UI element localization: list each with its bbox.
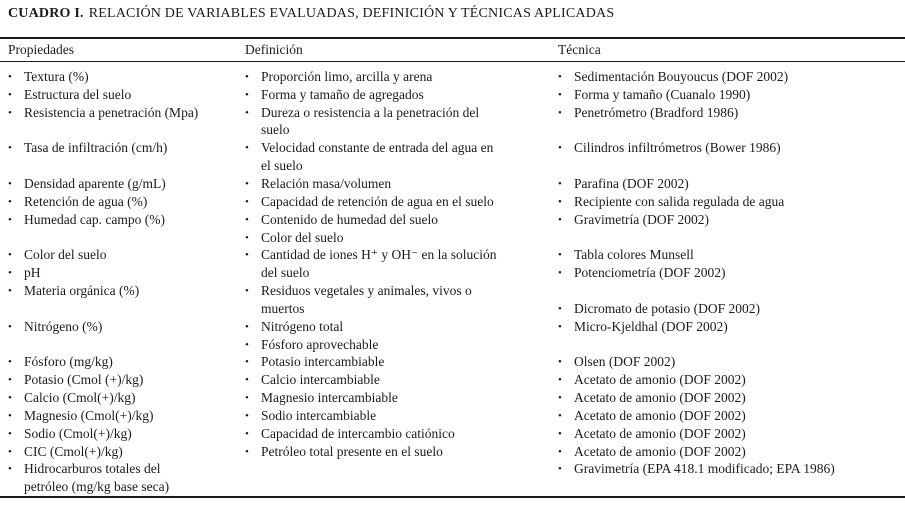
table-line-tecnica [558,193,905,211]
bullet-icon: • [558,249,562,262]
bullet-icon: • [558,445,562,458]
bullet-icon: • [8,106,12,119]
table-line-definicion [245,86,555,104]
table-line-text: Gravimetría (EPA 418.1 modificado; EPA 1986) [574,461,835,477]
bullet-icon: • [8,356,12,369]
bullet-icon: • [8,285,12,298]
bullet-spacer [558,166,574,167]
table-line-text: Micro-Kjeldhal (DOF 2002) [574,318,728,334]
column-header-propiedades: Propiedades [8,42,74,57]
table-line-blank [8,157,242,175]
bullet-icon: • [245,427,249,440]
table-line-definicion [245,336,555,354]
bullet-icon: • [8,213,12,226]
table-line-tecnica [558,318,905,336]
table-line-propiedades [8,68,242,86]
bullet-icon: • [245,231,249,244]
table-line-text: Estructura del suelo [24,86,132,102]
table-line-definicion [245,193,555,211]
table-line-propiedades [8,193,242,211]
bullet-icon: • [8,177,12,190]
table-line-text: Forma y tamaño de agregados [261,86,424,102]
table-line-text: Capacidad de intercambio catiónico [261,425,455,441]
table-line-text: Potasio intercambiable [261,354,385,370]
table-header-row [0,42,905,61]
table-line-text: Proporción limo, arcilla y arena [261,68,433,84]
table-line-text: Humedad cap. campo (%) [24,211,165,227]
bullet-icon: • [245,445,249,458]
table-line-definicion [245,407,555,425]
table-line-text: del suelo [261,265,310,281]
table-line-text: petróleo (mg/kg base seca) [24,479,170,495]
table-line-text: CIC (Cmol(+)/kg) [24,443,123,459]
table-line-text: Materia orgánica (%) [24,283,140,299]
table-line-propiedades [8,443,242,461]
bullet-icon: • [245,195,249,208]
table-line-definicion [245,425,555,443]
table-line-blank [8,122,242,140]
table-line-tecnica [558,86,905,104]
table-line-text: Dicromato de potasio (DOF 2002) [574,300,760,316]
bullet-icon: • [558,392,562,405]
column-definicion [245,68,555,496]
table-line-definicion [245,157,555,175]
table-line-text: Nitrógeno total [261,318,344,334]
table-body [0,68,905,496]
table-line-definicion [245,246,555,264]
bullet-spacer [8,166,24,167]
table-line-blank [8,229,242,247]
table-caption-text: RELACIÓN DE VARIABLES EVALUADAS, DEFINICIÓN Y TÉCNICAS APLICADAS [88,6,615,21]
table-line-text: Sodio intercambiable [261,407,377,423]
table-line-propiedades [8,211,242,229]
table-line-tecnica [558,246,905,264]
table-line-blank [558,478,905,496]
bullet-icon: • [245,177,249,190]
bullet-icon: • [558,213,562,226]
table-line-text: Penetrómetro (Bradford 1986) [574,104,739,120]
table-line-text: Acetato de amonio (DOF 2002) [574,372,746,388]
table-line-propiedades [8,104,242,122]
column-header-definicion: Definición [245,42,303,57]
table-line-blank [8,336,242,354]
table-line-text: Sodio (Cmol(+)/kg) [24,425,132,441]
table-line-text: Magnesio intercambiable [261,390,398,406]
table-line-propiedades [8,407,242,425]
table-line-propiedades [8,282,242,300]
table-line-tecnica [558,389,905,407]
bullet-icon: • [8,195,12,208]
bullet-icon: • [8,374,12,387]
table-line-text: Tabla colores Munsell [574,247,694,263]
table-line-propiedades [8,318,242,336]
table-line-propiedades [8,246,242,264]
bullet-icon: • [558,195,562,208]
bullet-icon: • [8,445,12,458]
table-line-propiedades [8,175,242,193]
table-line-blank [558,122,905,140]
table-line-definicion [245,68,555,86]
bullet-icon: • [245,285,249,298]
bullet-icon: • [558,88,562,101]
table-line-propiedades [8,461,242,479]
bullet-icon: • [8,70,12,83]
table-line-text: Cilindros infiltrómetros (Bower 1986) [574,140,781,156]
table-line-blank [558,157,905,175]
table-line-text: Recipiente con salida regulada de agua [574,193,785,209]
table-line-text: Magnesio (Cmol(+)/kg) [24,407,154,423]
bullet-icon: • [558,320,562,333]
bullet-icon: • [8,320,12,333]
table-line-text: Forma y tamaño (Cuanalo 1990) [574,86,751,102]
table-line-text: Nitrógeno (%) [24,318,103,334]
table-line-propiedades [8,86,242,104]
table-line-tecnica [558,68,905,86]
table-caption-number: CUADRO I. [8,6,84,21]
table-line-blank [245,478,555,496]
table-line-propiedades [8,264,242,282]
table-line-tecnica [558,211,905,229]
table-line-text: Textura (%) [24,68,89,84]
table-line-blank [558,336,905,354]
column-propiedades [8,68,242,496]
header-divider-rule [0,61,905,62]
bullet-icon: • [558,374,562,387]
table-line-text: Retención de agua (%) [24,193,148,209]
bullet-icon: • [8,267,12,280]
bullet-icon: • [245,409,249,422]
bullet-spacer [8,487,24,488]
table-line-text: Relación masa/volumen [261,175,392,191]
table-line-definicion [245,122,555,140]
bullet-icon: • [558,106,562,119]
bullet-spacer [8,130,24,131]
bullet-icon: • [8,88,12,101]
table-line-text: Color del suelo [261,229,344,245]
bullet-icon: • [558,409,562,422]
table-line-tecnica [558,175,905,193]
table-line-tecnica [558,354,905,372]
bullet-icon: • [558,70,562,83]
table-line-text: Velocidad constante de entrada del agua en [261,140,494,156]
table-line-tecnica [558,264,905,282]
bullet-spacer [558,487,574,488]
table-line-text: Olsen (DOF 2002) [574,354,676,370]
bullet-icon: • [245,142,249,155]
bullet-icon: • [8,409,12,422]
table-line-text: Acetato de amonio (DOF 2002) [574,425,746,441]
table-line-definicion [245,300,555,318]
table-line-text: Calcio (Cmol(+)/kg) [24,390,136,406]
bullet-spacer [8,308,24,309]
bullet-icon: • [558,463,562,476]
bullet-icon: • [245,88,249,101]
table-line-definicion [245,389,555,407]
table-line-definicion [245,175,555,193]
bullet-icon: • [245,374,249,387]
table-line-text: Potasio (Cmol (+)/kg) [24,372,144,388]
bullet-icon: • [245,338,249,351]
table-line-tecnica [558,104,905,122]
bullet-icon: • [245,249,249,262]
bullet-spacer [558,237,574,238]
table-line-text: Petróleo total presente en el suelo [261,443,443,459]
table-line-text: pH [24,265,41,281]
table-line-tecnica [558,300,905,318]
bullet-icon: • [245,320,249,333]
bullet-icon: • [558,427,562,440]
table-line-text: Dureza o resistencia a la penetración del [261,104,480,120]
table-line-text: Potenciometría (DOF 2002) [574,265,726,281]
bullet-spacer [245,273,261,274]
table-line-blank [558,282,905,300]
table-line-tecnica [558,425,905,443]
bullet-spacer [8,344,24,345]
table-line-definicion [245,104,555,122]
table-line-propiedades [8,139,242,157]
table-line-text: Fósforo (mg/kg) [24,354,113,370]
table-line-blank [245,461,555,479]
table-line-propiedades [8,371,242,389]
bullet-icon: • [8,249,12,262]
table-line-definicion [245,229,555,247]
bullet-icon: • [558,356,562,369]
table-line-text: Tasa de infiltración (cm/h) [24,140,168,156]
table-line-text: Residuos vegetales y animales, vivos o [261,283,472,299]
bullet-icon: • [245,213,249,226]
table-line-blank [8,300,242,318]
bullet-icon: • [558,267,562,280]
bullet-spacer [245,130,261,131]
table-line-text: Color del suelo [24,247,107,263]
bullet-icon: • [558,177,562,190]
table-line-text: suelo [261,122,290,138]
table-line-definicion [245,282,555,300]
bullet-spacer [558,291,574,292]
table-line-definicion [245,264,555,282]
table-line-text: Acetato de amonio (DOF 2002) [574,390,746,406]
table-line-definicion [245,318,555,336]
table-line-text: Densidad aparente (g/mL) [24,175,166,191]
bullet-icon: • [558,302,562,315]
table-line-definicion [245,354,555,372]
table-line-text: Gravimetría (DOF 2002) [574,211,709,227]
table-line-text: Capacidad de retención de agua en el suelo [261,193,494,209]
table-line-text: Calcio intercambiable [261,372,380,388]
table-line-text: Sedimentación Bouyoucus (DOF 2002) [574,68,789,84]
table-line-definicion [245,371,555,389]
bullet-icon: • [245,106,249,119]
bullet-icon: • [245,392,249,405]
table-line-text: Acetato de amonio (DOF 2002) [574,407,746,423]
table-line-text: Contenido de humedad del suelo [261,211,438,227]
table-line-definicion [245,443,555,461]
bottom-rule [0,496,905,498]
table-line-tecnica [558,461,905,479]
table-line-propiedades [8,425,242,443]
table-line-propiedades [8,354,242,372]
table-line-text: Cantidad de iones H⁺ y OH⁻ en la solución [261,247,497,263]
bullet-icon: • [245,356,249,369]
bullet-spacer [245,469,261,470]
table-line-text: muertos [261,300,305,316]
table-caption [8,6,614,22]
table-line-text: Acetato de amonio (DOF 2002) [574,443,746,459]
bullet-spacer [245,166,261,167]
table-line-tecnica [558,407,905,425]
table-line-tecnica [558,443,905,461]
bullet-spacer [558,130,574,131]
table-line-tecnica [558,139,905,157]
table-line-tecnica [558,371,905,389]
table-line-text: Hidrocarburos totales del [24,461,161,477]
table-line-propiedades [8,478,242,496]
top-rule [0,37,905,39]
bullet-icon: • [8,463,12,476]
column-tecnica [558,68,905,496]
table-line-text: Resistencia a penetración (Mpa) [24,104,199,120]
bullet-icon: • [8,142,12,155]
table-line-propiedades [8,389,242,407]
bullet-icon: • [8,392,12,405]
table-line-text: Parafina (DOF 2002) [574,175,689,191]
table-line-definicion [245,211,555,229]
bullet-icon: • [558,142,562,155]
table-line-text: Fósforo aprovechable [261,336,379,352]
table-line-blank [558,229,905,247]
table-line-text: el suelo [261,158,303,174]
bullet-spacer [245,308,261,309]
bullet-icon: • [8,427,12,440]
table-line-definicion [245,139,555,157]
bullet-icon: • [245,70,249,83]
bullet-spacer [8,237,24,238]
bullet-spacer [245,487,261,488]
column-header-tecnica: Técnica [558,42,601,57]
bullet-spacer [558,344,574,345]
